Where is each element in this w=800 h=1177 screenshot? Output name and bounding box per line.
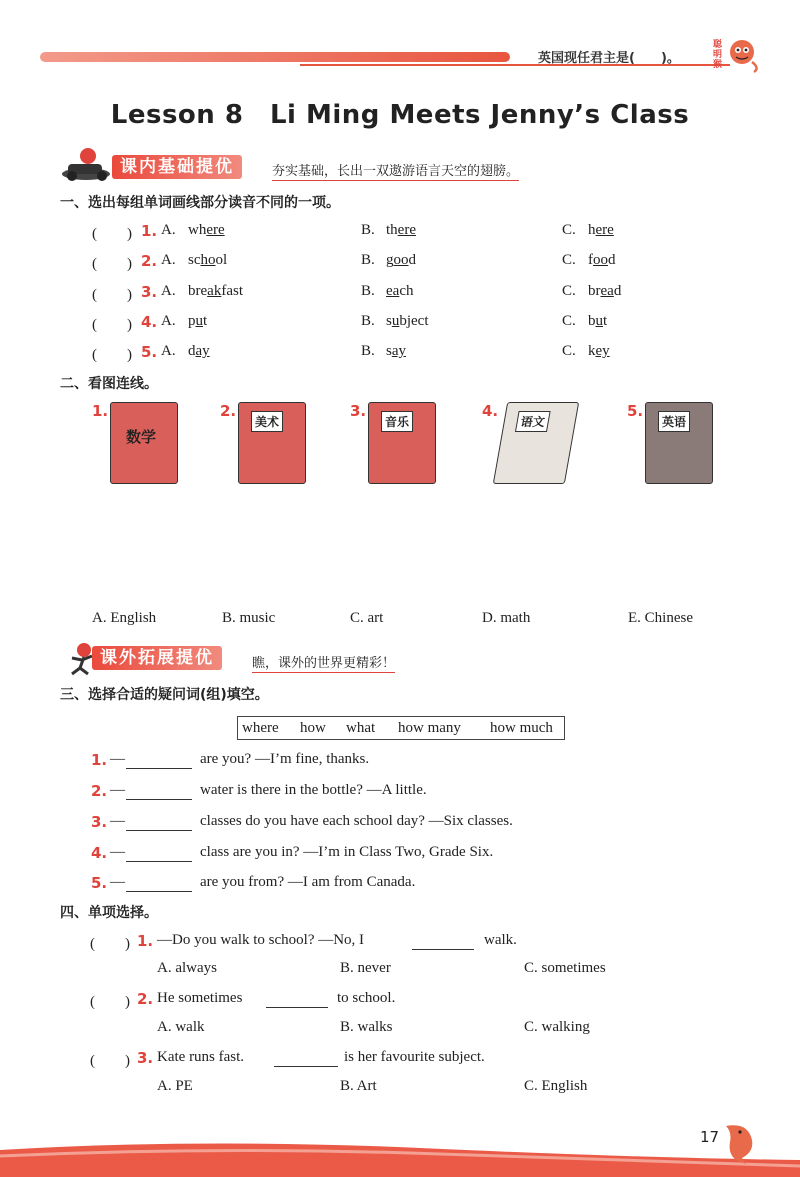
- subject-book-image: [493, 402, 579, 484]
- option-word: each: [386, 283, 414, 299]
- question-number: 3.: [137, 1049, 154, 1067]
- footer-wave: [0, 1120, 800, 1177]
- option-word: put: [188, 313, 208, 329]
- question-text: are you? —I’m fine, thanks.: [200, 751, 370, 767]
- option-word: food: [588, 252, 616, 268]
- option-letter: B.: [361, 222, 375, 238]
- answer-paren[interactable]: ( ): [92, 347, 132, 363]
- option-word: subject: [386, 313, 429, 329]
- fill-blank[interactable]: [266, 1007, 328, 1008]
- dialogue-dash: —: [110, 874, 125, 890]
- question-number: 1.: [137, 932, 154, 950]
- question-text: —Do you walk to school? —No, I: [157, 932, 365, 948]
- option-word: key: [588, 343, 610, 359]
- option-letter: C.: [562, 313, 576, 329]
- question-number: 3.: [141, 283, 158, 301]
- choice-option[interactable]: B. Art: [340, 1078, 377, 1094]
- question-text: is her favourite subject.: [344, 1049, 485, 1065]
- dialogue-dash: —: [110, 782, 125, 798]
- word-bank-item: how: [300, 720, 326, 736]
- section2-heading: 二、看图连线。: [60, 376, 158, 392]
- match-option[interactable]: A. English: [92, 610, 157, 626]
- fill-blank[interactable]: [412, 949, 474, 950]
- banner-extra-label: 课外拓展提优: [92, 646, 222, 670]
- choice-option[interactable]: B. walks: [340, 1019, 393, 1035]
- question-number: 4.: [91, 844, 108, 862]
- option-letter: B.: [361, 313, 375, 329]
- option-letter: B.: [361, 252, 375, 268]
- subject-book-image: [368, 402, 436, 484]
- match-option[interactable]: B. music: [222, 610, 276, 626]
- question-number: 4.: [141, 313, 158, 331]
- answer-paren[interactable]: ( ): [92, 256, 132, 272]
- question-number: 2.: [91, 782, 108, 800]
- section3-heading: 三、选择合适的疑问词(组)填空。: [60, 687, 269, 703]
- match-option[interactable]: D. math: [482, 610, 531, 626]
- option-word: school: [188, 252, 228, 268]
- banner-basic-label: 课内基础提优: [112, 155, 242, 179]
- page-title: Lesson 8 Li Ming Meets Jenny’s Class: [110, 100, 690, 130]
- word-bank-item: where: [242, 720, 279, 736]
- question-text: water is there in the bottle? —A little.: [200, 782, 427, 798]
- question-text: class are you in? —I’m in Class Two, Grade Six.: [200, 844, 494, 860]
- question-number: 3.: [91, 813, 108, 831]
- option-word: say: [386, 343, 407, 359]
- answer-paren[interactable]: ( ): [92, 317, 132, 333]
- question-text: classes do you have each school day? —Six classes.: [200, 813, 513, 829]
- option-word: but: [588, 313, 608, 329]
- option-letter: C.: [562, 343, 576, 359]
- option-word: bread: [588, 283, 622, 299]
- picture-number: 2.: [220, 402, 237, 420]
- fill-blank[interactable]: [126, 799, 192, 800]
- question-text: Kate runs fast.: [157, 1049, 245, 1065]
- dialogue-dash: —: [110, 813, 125, 829]
- match-option[interactable]: C. art: [350, 610, 384, 626]
- choice-option[interactable]: B. never: [340, 960, 391, 976]
- fill-blank[interactable]: [274, 1066, 338, 1067]
- match-option[interactable]: E. Chinese: [628, 610, 693, 626]
- fill-blank[interactable]: [126, 830, 192, 831]
- question-number: 5.: [141, 343, 158, 361]
- subject-book-image: [645, 402, 713, 484]
- picture-number: 3.: [350, 402, 367, 420]
- option-letter: B.: [361, 283, 375, 299]
- picture-number: 5.: [627, 402, 644, 420]
- book-title: 音乐: [381, 411, 413, 432]
- option-letter: C.: [562, 222, 576, 238]
- dialogue-dash: —: [110, 751, 125, 767]
- choice-option[interactable]: A. always: [157, 960, 217, 976]
- choice-option[interactable]: A. PE: [157, 1078, 193, 1094]
- book-title: 数学: [126, 428, 157, 446]
- word-bank: [237, 716, 565, 740]
- question-number: 2.: [137, 990, 154, 1008]
- question-number: 1.: [141, 222, 158, 240]
- question-text: He sometimes: [157, 990, 243, 1006]
- option-word: here: [588, 222, 614, 238]
- option-letter: A.: [161, 252, 176, 268]
- answer-paren[interactable]: ( ): [92, 287, 132, 303]
- answer-paren[interactable]: ( ): [90, 936, 130, 952]
- option-letter: A.: [161, 283, 176, 299]
- picture-number: 4.: [482, 402, 499, 420]
- option-letter: A.: [161, 222, 176, 238]
- answer-paren[interactable]: ( ): [90, 994, 130, 1010]
- header-note: 英国现任君主是( )。: [538, 51, 680, 66]
- book-title: 英语: [658, 411, 690, 432]
- picture-number: 1.: [92, 402, 109, 420]
- dolphin-icon: [718, 1118, 760, 1166]
- choice-option[interactable]: A. walk: [157, 1019, 205, 1035]
- option-letter: A.: [161, 343, 176, 359]
- section1-heading: 一、选出每组单词画线部分读音不同的一项。: [60, 195, 340, 211]
- question-text: are you from? —I am from Canada.: [200, 874, 416, 890]
- header-stripe: [40, 52, 510, 62]
- question-number: 5.: [91, 874, 108, 892]
- option-letter: C.: [562, 283, 576, 299]
- page-number: 17: [700, 1128, 720, 1146]
- banner-extra-slogan: 瞧，课外的世界更精彩！: [252, 652, 395, 673]
- option-letter: A.: [161, 313, 176, 329]
- question-number: 2.: [141, 252, 158, 270]
- dialogue-dash: —: [110, 844, 125, 860]
- option-word: day: [188, 343, 210, 359]
- word-bank-item: how many: [398, 720, 461, 736]
- option-word: where: [188, 222, 225, 238]
- word-bank-item: how much: [490, 720, 553, 736]
- section4-heading: 四、单项选择。: [60, 905, 158, 921]
- word-bank-item: what: [346, 720, 376, 736]
- racer-mascot-icon: [58, 146, 114, 182]
- option-letter: B.: [361, 343, 375, 359]
- subject-book-image: [238, 402, 306, 484]
- choice-option[interactable]: C. walking: [524, 1019, 590, 1035]
- fill-blank[interactable]: [126, 768, 192, 769]
- question-number: 1.: [91, 751, 108, 769]
- fill-blank[interactable]: [126, 891, 192, 892]
- mascot-text: 聪明猴: [713, 40, 723, 70]
- question-text: to school.: [337, 990, 396, 1006]
- answer-paren[interactable]: ( ): [90, 1053, 130, 1069]
- option-word: breakfast: [188, 283, 243, 299]
- question-text: walk.: [484, 932, 517, 948]
- book-title: 美术: [251, 411, 283, 432]
- book-title: 语文: [515, 411, 551, 432]
- option-word: there: [386, 222, 416, 238]
- subject-book-image: [110, 402, 178, 484]
- option-word: good: [386, 252, 416, 268]
- choice-option[interactable]: C. sometimes: [524, 960, 606, 976]
- banner-basic-slogan: 夯实基础，长出一双遨游语言天空的翅膀。: [272, 160, 519, 181]
- answer-paren[interactable]: ( ): [92, 226, 132, 242]
- choice-option[interactable]: C. English: [524, 1078, 588, 1094]
- option-letter: C.: [562, 252, 576, 268]
- monkey-mascot-icon: [722, 34, 762, 74]
- fill-blank[interactable]: [126, 861, 192, 862]
